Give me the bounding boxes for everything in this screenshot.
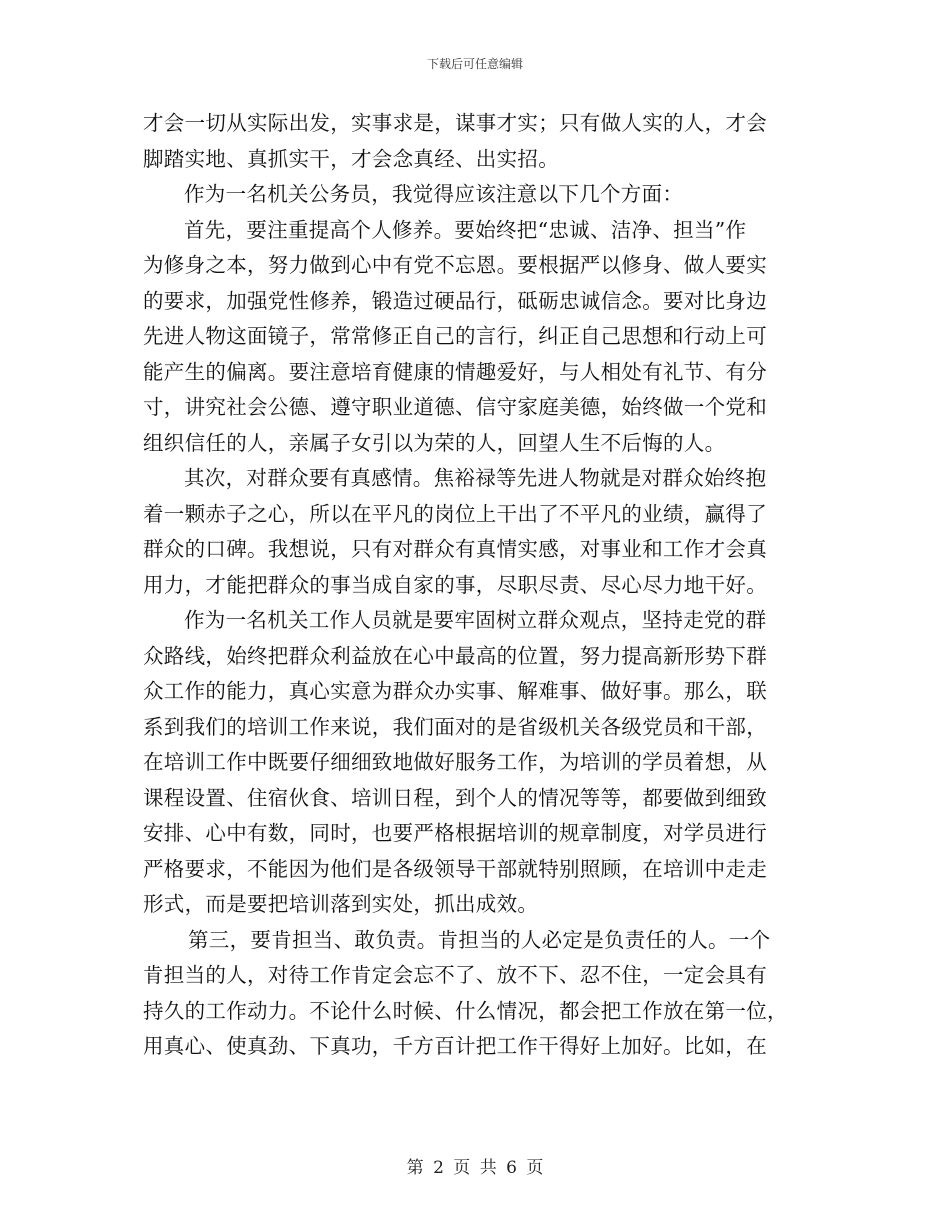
text-line: 作为一名机关公务员，我觉得应该注意以下几个方面：	[184, 182, 684, 206]
text-line: 先进人物这面镜子，常常修正自己的言行，纠正自己思想和行动上可	[143, 324, 767, 348]
text-line: 肯担当的人，对待工作肯定会忘不了、放不下、忍不住，一定会具有	[143, 963, 767, 987]
paragraph-first-point	[143, 213, 811, 462]
text-line: 课程设置、住宿伙食、培训日程，到个人的情况等等，都要做到细致	[143, 785, 767, 810]
text-line: 群众的口碑。我想说，只有对群众有真情实感，对事业和工作才会真	[143, 537, 767, 561]
text-line: 形式，而是要把培训落到实处，抓出成效。	[143, 892, 539, 916]
paragraph-third-point	[143, 923, 811, 1065]
text-line: 众路线，始终把群众利益放在心中最高的位置，努力提高新形势下群	[143, 643, 767, 668]
text-line: 系到我们的培训工作来说，我们面对的是省级机关各级党员和干部，	[143, 714, 767, 739]
text-line: 在培训工作中既要仔细细致地做好服务工作，为培训的学员着想，从	[143, 750, 767, 774]
paragraph-second-point	[143, 461, 811, 603]
text-line: 第三，要肯担当、敢负责。肯担当的人必定是负责任的人。一个	[188, 927, 771, 952]
text-line: 首先，要注重提高个人修养。要始终把“忠诚、洁净、担当”作	[184, 217, 747, 242]
text-line: 用力，才能把群众的事当成自家的事，尽职尽责、尽心尽力地干好。	[143, 572, 767, 597]
text-line: 能产生的偏离。要注意培育健康的情趣爱好，与人相处有礼节、有分	[143, 359, 767, 384]
text-line: 作为一名机关工作人员就是要牢固树立群众观点，坚持走党的群	[184, 608, 767, 632]
text-line: 用真心、使真劲、下真功，千方百计把工作干得好上加好。比如，在	[143, 1034, 767, 1058]
text-line: 的要求，加强党性修养，锻造过硬品行，砥砺忠诚信念。要对比身边	[143, 288, 767, 313]
paragraph-intro	[143, 177, 811, 213]
text-line: 安排、心中有数，同时，也要严格根据培训的规章制度，对学员进行	[143, 821, 767, 845]
text-line: 严格要求，不能因为他们是各级领导干部就特别照顾，在培训中走走	[143, 856, 767, 881]
paragraph-continuation	[143, 106, 811, 177]
page-header: 下载后可任意编辑	[426, 57, 523, 71]
text-line: 寸，讲究社会公德、遵守职业道德、信守家庭美德，始终做一个党和	[143, 395, 767, 419]
text-line: 众工作的能力，真心实意为群众办实事、解难事、做好事。那么，联	[143, 679, 767, 703]
text-line: 才会一切从实际出发，实事求是，谋事才实；只有做人实的人，才会	[143, 111, 767, 135]
text-line: 持久的工作动力。不论什么时候、什么情况，都会把工作放在第一位，	[143, 998, 788, 1023]
text-line: 其次，对群众要有真感情。焦裕禄等先进人物就是对群众始终抱	[184, 466, 767, 490]
document-body	[143, 106, 811, 1065]
text-line: 着一颗赤子之心，所以在平凡的岗位上干出了不平凡的业绩，赢得了	[143, 501, 767, 526]
page-number-footer: 第 2 页 共 6 页	[406, 1158, 544, 1178]
text-line: 为修身之本，努力做到心中有党不忘恩。要根据严以修身、做人要实	[143, 253, 767, 277]
paragraph-staff-duty	[143, 603, 811, 923]
text-line: 组织信任的人，亲属子女引以为荣的人，回望人生不后悔的人。	[143, 430, 726, 455]
text-line: 脚踏实地、真抓实干，才会念真经、出实招。	[143, 146, 559, 171]
